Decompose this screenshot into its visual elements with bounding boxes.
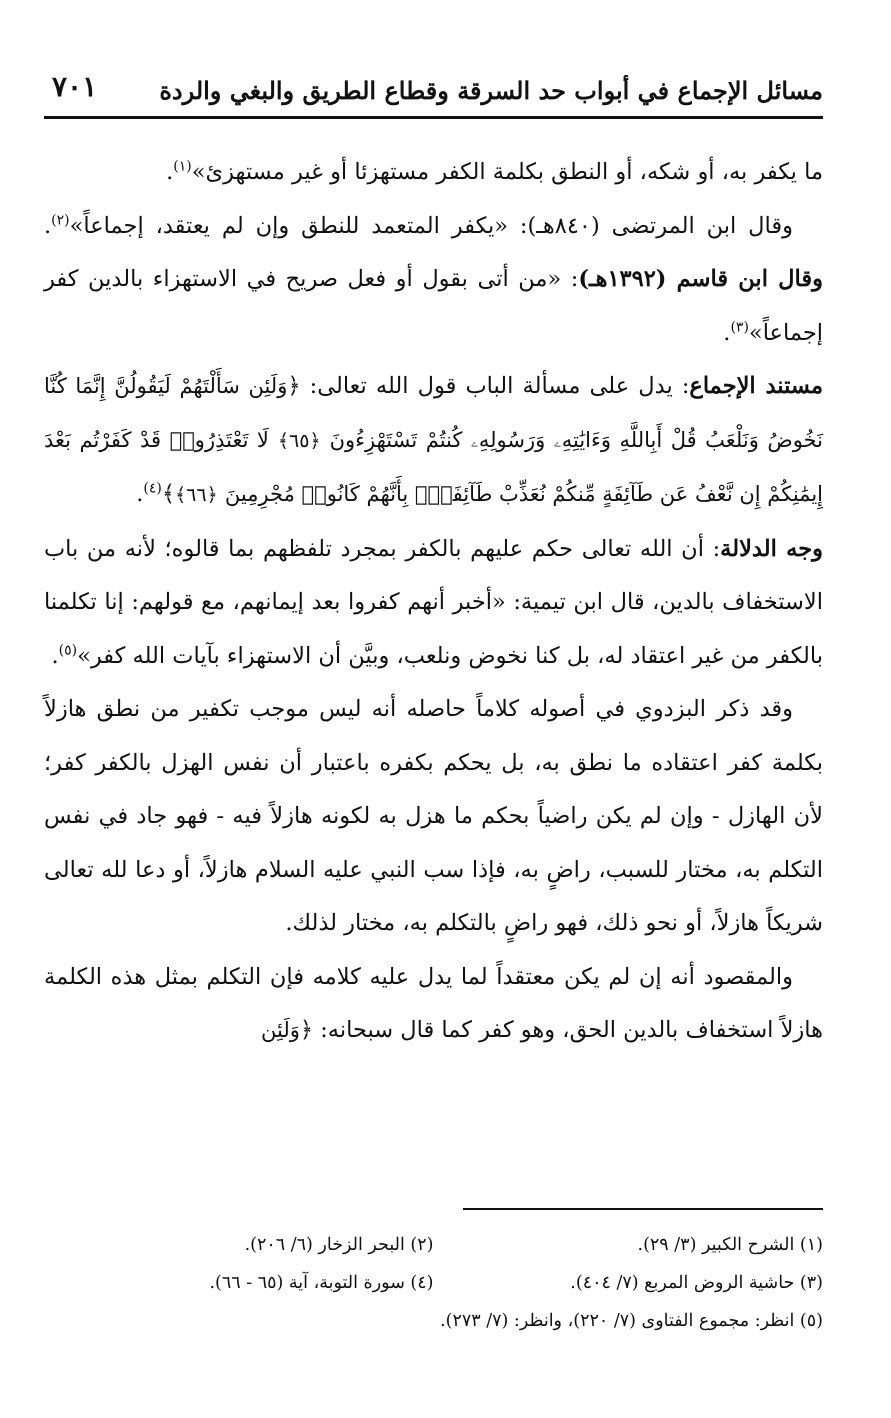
running-title: مسائل الإجماع في أبواب حد السرقة وقطاع الطريق والبغي والردة xyxy=(159,76,823,105)
paragraph-end: . xyxy=(723,319,731,346)
footnote-row xyxy=(44,1264,823,1302)
quran-verse: وَلَئِن xyxy=(261,1018,300,1042)
bold-citation: وقال ابن قاسم (١٣٩٢هـ) xyxy=(578,266,823,292)
paragraph-text: وقال ابن المرتضى (٨٤٠هـ): «يكفر المتعمد للنطق وإن لم يعتقد، إجماعاً» xyxy=(69,212,793,239)
paragraph-4 xyxy=(44,523,823,684)
paragraph-3 xyxy=(44,360,823,523)
section-label: وجه الدلالة xyxy=(720,535,823,562)
footnote-1: (١) الشرح الكبير (٣/ ٢٩). xyxy=(637,1235,823,1255)
section-label: مستند الإجماع xyxy=(689,373,823,399)
paragraph-text: : أن الله تعالى حكم عليهم بالكفر بمجرد تلفظهم بما قالوه؛ لأنه من باب الاستخفاف بالدين، قال ابن تيمية: «أخبر أنهم كفروا بعد إيمانهم، مع قولهم: إنا تكلمنا بالكفر من غير اعتقاد له، بل كنا نخوض ونلعب، وبيَّن أن الاستهزاء بآيات الله كفر» xyxy=(44,535,823,669)
paragraph-1 xyxy=(44,146,823,200)
footnotes xyxy=(44,1226,823,1340)
paragraph-text: . xyxy=(44,212,52,239)
paragraph-end: . xyxy=(166,159,174,185)
footnote-ref: (٥) xyxy=(58,642,78,658)
paragraph-6 xyxy=(44,951,823,1058)
ayah-number: ﴿٦٦﴾ xyxy=(175,484,218,506)
page-number: ٧٠١ xyxy=(52,70,98,103)
paragraph-text: : يدل على مسألة الباب قول الله تعالى: ﴿ xyxy=(287,373,690,399)
footnote-row xyxy=(44,1226,823,1264)
quran-verse: لَا تَعْتَذِرُوا۟ قَدْ كَفَرْتُم بَعْدَ إِيمَٰنِكُمْ إِن نَّعْفُ عَن طَآئِفَةٍ مِّنكُمْ نُعَذِّبْ طَآئِفَةًۢ بِأَنَّهُمْ كَانُوا۟ مُجْرِمِينَ xyxy=(44,427,823,506)
quran-verse: وَلَئِن سَأَلْتَهُمْ لَيَقُولُنَّ إِنَّمَا كُنَّا نَخُوضُ وَنَلْعَبُ قُلْ أَبِاللَّهِ وَءَايَٰتِهِۦ وَرَسُولِهِۦ كُنتُمْ تَسْتَهْزِءُونَ xyxy=(44,374,823,452)
quran-close-bracket: ﴾ xyxy=(161,481,176,507)
footnote-ref: (٣) xyxy=(730,319,749,335)
running-header xyxy=(44,66,823,119)
paragraph-2 xyxy=(44,200,823,361)
paragraph-end: . xyxy=(136,481,144,507)
main-text xyxy=(44,146,823,1058)
paragraph-text: وقد ذكر البزدوي في أصوله كلاماً حاصله أنه ليس موجب تكفير من نطق هازلاً بكلمة كفر اعتقاده ما نطق به، بل يحكم بكفره باعتبار أن نفس الهزل بالكفر كفر؛ لأن الهازل - وإن لم يكن راضياً بحكم ما هزل به لكونه هازلاً فيه - فهو جاد في نفس التكلم به، مختار للسبب، راضٍ به، فإذا سب النبي عليه السلام هازلاً، أو دعا لله تعالى شريكاً هازلاً، أو نحو ذلك، فهو راضٍ بالتكلم به، مختار لذلك. xyxy=(44,696,823,936)
ayah-number: ﴿٦٥﴾ xyxy=(277,429,321,452)
paragraph-5 xyxy=(44,683,823,951)
paragraph-end: . xyxy=(51,642,59,669)
footnote-ref: (١) xyxy=(173,158,192,175)
footnote-5: (٥) انظر: مجموع الفتاوى (٧/ ٢٢٠)، وانظر: (٧/ ٢٧٣). xyxy=(440,1311,823,1331)
footnote-ref: (٤) xyxy=(143,480,162,497)
paragraph-text: : «من أتى بقول أو فعل صريح في الاستهزاء بالدين كفر إجماعاً» xyxy=(44,266,823,346)
paragraph-text: ما يكفر به، أو شكه، أو النطق بكلمة الكفر مستهزئا أو غير مستهزئ» xyxy=(191,159,823,185)
footnote-ref: (٢) xyxy=(51,212,70,228)
footnote-3: (٣) حاشية الروض المربع (٧/ ٤٠٤). xyxy=(570,1273,823,1293)
footnote-4: (٤) سورة التوبة، آية (٦٥ - ٦٦). xyxy=(209,1273,434,1293)
paragraph-text: والمقصود أنه إن لم يكن معتقداً لما يدل عليه كلامه فإن التكلم بمثل هذه الكلمة هازلاً استخفاف بالدين الحق، وهو كفر كما قال سبحانه: ﴿ xyxy=(44,963,823,1043)
footnote-2: (٢) البحر الزخار (٦/ ٢٠٦). xyxy=(244,1235,434,1255)
footnote-divider xyxy=(463,1208,823,1210)
